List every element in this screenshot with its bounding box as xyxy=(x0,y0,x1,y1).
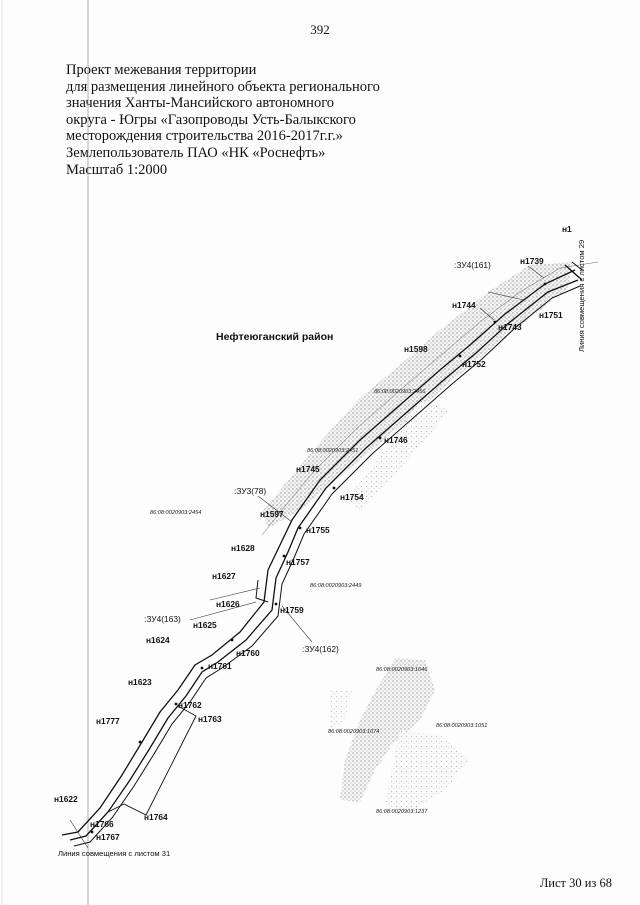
title-line: значения Ханты-Мансийского автономного xyxy=(66,95,335,112)
parcel-area-1051 xyxy=(385,730,470,812)
parcel-area-1074 xyxy=(330,690,352,730)
page-number: 392 xyxy=(310,22,330,37)
vertex-marker xyxy=(459,355,462,358)
parcel-label: :ЗУ4(162) xyxy=(302,644,339,654)
vertex-marker xyxy=(299,527,302,530)
point-label-n1746: н1746 xyxy=(384,435,408,445)
scale-line: Масштаб 1:2000 xyxy=(66,161,168,178)
point-label-n1624: н1624 xyxy=(146,635,170,645)
vertex-marker xyxy=(231,639,234,642)
vertex-marker xyxy=(494,321,497,324)
corridor-line-outer xyxy=(62,270,575,835)
point-label-n1766: н1766 xyxy=(90,819,114,829)
title-line: Проект межевания территории xyxy=(66,62,257,78)
point-label-n1761: н1761 xyxy=(208,661,232,671)
vertex-marker xyxy=(283,555,286,558)
point-label-n1626: н1626 xyxy=(216,599,240,609)
point-label-n1744: н1744 xyxy=(452,300,476,310)
point-label-n1777: н1777 xyxy=(96,716,120,726)
title-line: месторождения строительства 2016-2017г.г.» xyxy=(66,128,343,145)
point-label-n1763: н1763 xyxy=(198,714,222,724)
cadastral-number: 86:08:0020903:2456 xyxy=(374,389,426,395)
vertex-marker xyxy=(379,437,382,440)
match-line-label-bottom: Линия совмещения с листом 31 xyxy=(58,849,171,858)
point-label-n1743: н1743 xyxy=(498,322,522,332)
point-label-n1598: н1598 xyxy=(404,344,428,354)
vertex-marker xyxy=(544,283,547,286)
point-label-n1627: н1627 xyxy=(212,571,236,581)
cadastral-number: 86:08:0020903:1074 xyxy=(328,729,380,735)
point-label-n1751: н1751 xyxy=(539,310,563,320)
title-line: округа - Югры «Газопроводы Усть-Балыкского xyxy=(66,111,356,128)
point-label-n1745: н1745 xyxy=(296,464,320,474)
sheet-label: Лист 30 из 68 xyxy=(539,876,612,890)
point-label-n1764: н1764 xyxy=(144,812,168,822)
cadastral-number: 86:08:0020903:2454 xyxy=(150,510,202,516)
point-label-n1623: н1623 xyxy=(128,677,152,687)
region-label: Нефтеюганский район xyxy=(216,331,334,343)
vertex-marker xyxy=(175,703,178,706)
parcel-offshoot-boundary xyxy=(108,706,196,815)
point-label-n1757: н1757 xyxy=(286,557,310,567)
vertex-marker xyxy=(139,741,142,744)
point-label-n1760: н1760 xyxy=(236,648,260,658)
point-label-n1622: н1622 xyxy=(54,794,78,804)
vertex-marker xyxy=(201,667,204,670)
parcel-label: :ЗУ4(163) xyxy=(144,614,181,624)
title-line: Землепользователь ПАО «НК «Роснефть» xyxy=(66,144,326,161)
point-label-n1: н1 xyxy=(562,224,572,234)
vertex-marker xyxy=(91,831,94,834)
point-label-n1762: н1762 xyxy=(178,700,202,710)
title-line: для размещения линейного объекта регионального xyxy=(66,78,380,95)
point-label-n1597: н1597 xyxy=(260,509,284,519)
forest-area-band xyxy=(262,262,572,528)
point-label-n1739: н1739 xyxy=(520,256,544,266)
point-label-n1767: н1767 xyxy=(96,832,120,842)
point-label-n1752: н1752 xyxy=(462,359,486,369)
corridor-line-edge xyxy=(74,286,580,846)
cadastral-number: 86:08:0020903:2451 xyxy=(307,448,359,454)
corridor-line-inner xyxy=(70,280,578,840)
parcel-label: :ЗУ4(161) xyxy=(454,260,491,270)
point-label-n1625: н1625 xyxy=(193,620,217,630)
parcel-label: :ЗУ3(78) xyxy=(234,486,267,496)
cadastral-number: 86:08:0020903:1646 xyxy=(376,667,428,673)
cadastral-number: 86:08:0020903:2449 xyxy=(310,583,362,589)
cadastral-number: 86:08:0020903:1051 xyxy=(436,723,488,729)
point-label-n1755: н1755 xyxy=(306,525,330,535)
cadastral-number: 86:08:0020903:1237 xyxy=(376,809,428,815)
vertex-marker xyxy=(275,603,278,606)
point-label-n1754: н1754 xyxy=(340,492,364,502)
point-label-n1759: н1759 xyxy=(280,605,304,615)
point-label-n1628: н1628 xyxy=(231,543,255,553)
match-line-label-top: Линия совмещения с листом 29 xyxy=(577,239,586,352)
vertex-marker xyxy=(333,487,336,490)
